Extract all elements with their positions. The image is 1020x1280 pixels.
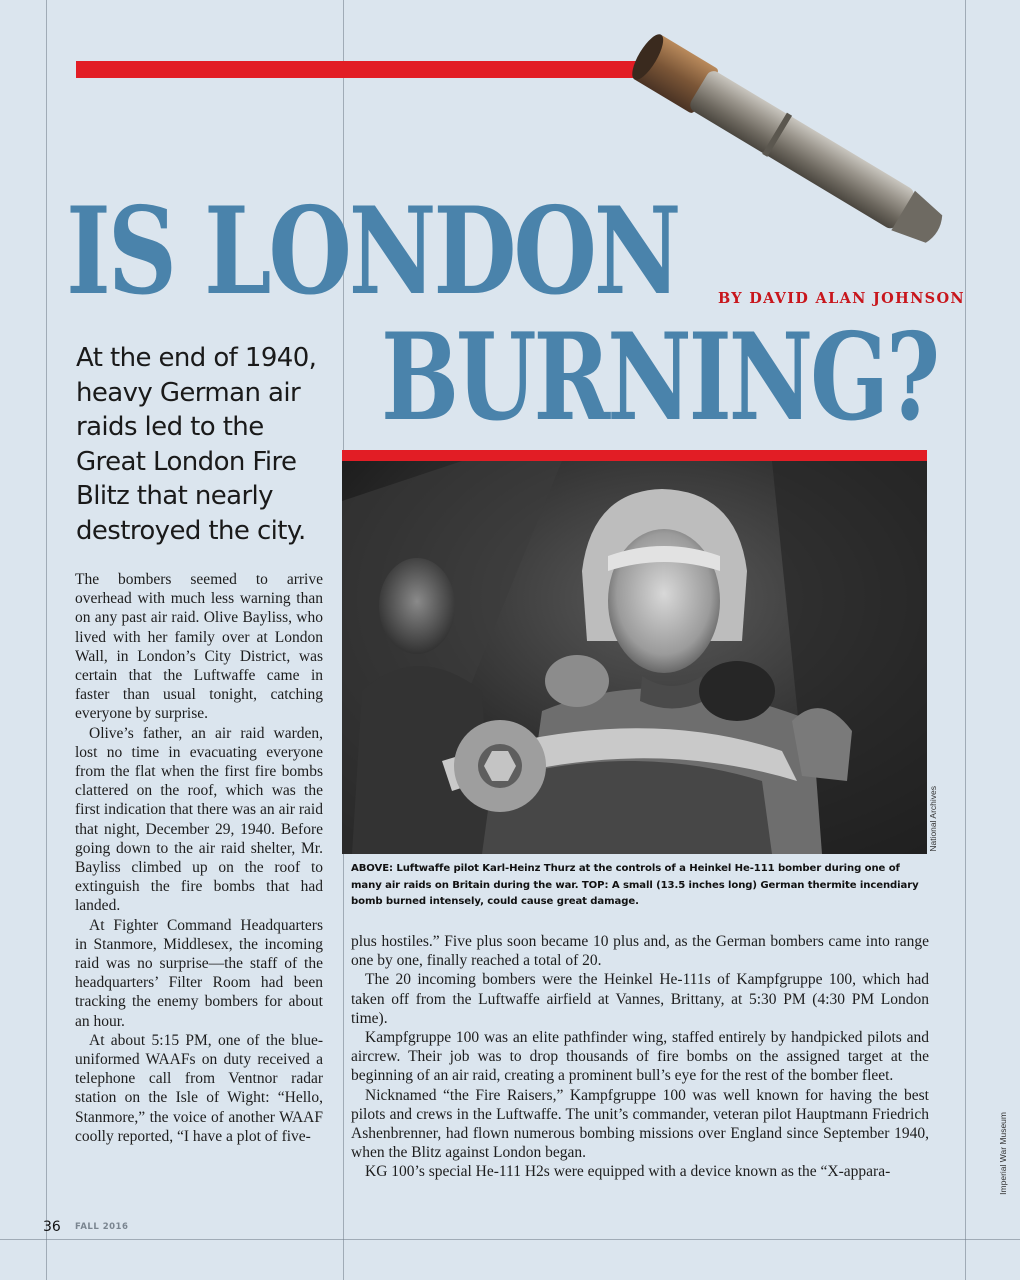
body-paragraph: The bombers seemed to arrive overhead with much less warning than on any past air raid. Olive Bayliss, who lived with her family over at London Wall, in London’s City District, was certain that the Luftwaffe came in faster than usual tonight, catching everyone by surprise. [75,571,323,723]
body-paragraph: At about 5:15 PM, one of the blue-uniformed WAAFs on duty received a telephone call from Ventnor radar station on the Isle of Wight: “Hello, Stanmore,” the voice of another WAAF coolly reported, “I have a plot of five- [75,1031,323,1145]
layout-guide-horizontal-bottom [0,1239,1020,1240]
body-column-right [351,932,929,1182]
body-paragraph: Nicknamed “the Fire Raisers,” Kampfgruppe 100 was well known for having the best pilots and crews in the Luftwaffe. The unit’s commander, veteran pilot Hauptmann Friedrich Ashenbrenner, had flown numerous bombing missions over England since September 1940, when the Blitz against London began. [351,1086,929,1162]
pilot-photo-illustration [342,461,927,854]
top-red-bar [76,61,640,78]
body-paragraph: plus hostiles.” Five plus soon became 10 plus and, as the German bombers came into range one by one, finally reached a total of 20. [351,933,929,970]
body-paragraph: Kampfgruppe 100 was an elite pathfinder wing, staffed entirely by handpicked pilots and aircrew. Their job was to drop thousands of fire bombs on the assigned target at the beginning of an air raid, creating a prominent bull’s eye for the rest of the bomber fleet. [351,1029,929,1085]
body-paragraph: The 20 incoming bombers were the Heinkel He-111s of Kampfgruppe 100, which had taken off from the Luftwaffe airfield at Vannes, Brittany, at 5:30 PM (4:30 PM London time). [351,971,929,1027]
pilot-photo [342,461,927,854]
body-paragraph: Olive’s father, an air raid warden, lost no time in evacuating everyone from the flat when the first fire bombs clattered on the roof, which was the first indication that there was an air raid that night, December 29, 1940. Before going down to the air raid shelter, Mr. Bayliss climbed up on the roof to extinguish the fire bombs that had landed. [75,724,323,915]
headline-line-2: BURNING? [381,307,938,448]
photo-credit: National Archives [928,786,938,852]
body-paragraph: KG 100’s special He-111 H2s were equipped with a device known as the “X-appara- [365,1163,891,1181]
issue-label: FALL 2016 [75,1222,129,1232]
byline: BY DAVID ALAN JOHNSON [718,290,965,307]
bomb-image-credit: Imperial War Museum [998,1112,1008,1195]
layout-guide-vertical-left [46,0,47,1280]
deck-subtitle: At the end of 1940, heavy German air raids led to the Great London Fire Blitz that nearly destroyed the city. [76,343,317,546]
photo-red-bar [342,450,927,461]
body-column-left [75,570,323,1146]
photo-caption: ABOVE: Luftwaffe pilot Karl-Heinz Thurz at the controls of a Heinkel He-111 bomber during one of many air raids on Britain during the war. TOP: A small (13.5 inches long) German thermite incendiary bomb burned intensely, could cause great damage. [351,863,919,907]
headline-line-1: IS LONDON [66,181,679,322]
body-paragraph: At Fighter Command Headquarters in Stanmore, Middlesex, the incoming raid was no surprise—the staff of the headquarters’ Filter Room had been tracking the enemy bombers for about an hour. [75,916,323,1030]
page-number: 36 [43,1219,61,1235]
